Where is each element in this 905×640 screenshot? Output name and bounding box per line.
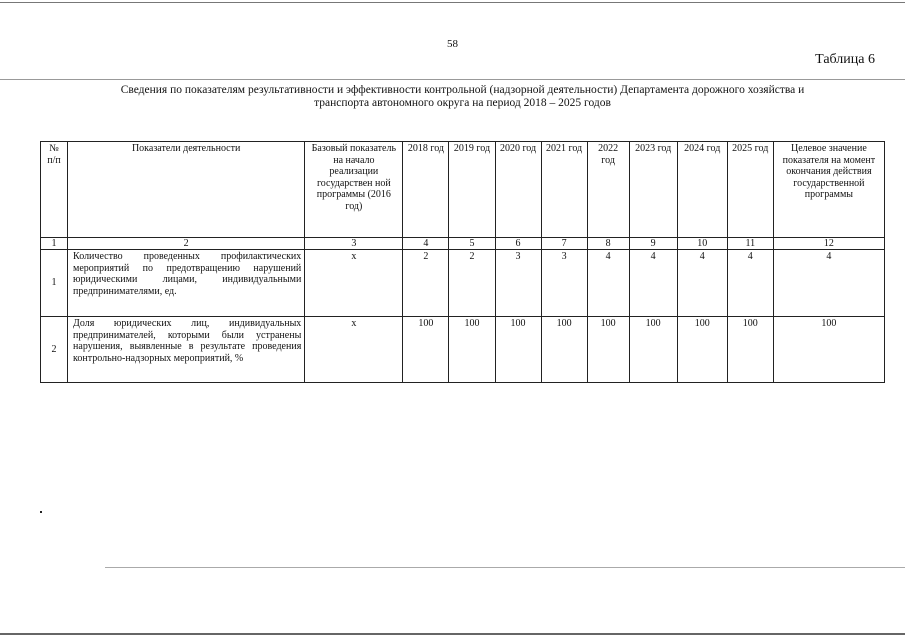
header-year-2022: 2022 год [587,142,629,238]
column-number: 1 [41,238,68,250]
year-value: 4 [587,250,629,317]
year-value: 3 [541,250,587,317]
row-number: 1 [41,250,68,317]
header-row [41,142,885,238]
indicator-name: Количество проведенных профилактических мероприятий по предотвращению нарушений юридическими лицами, индивидуальными предпринимателями, ед. [68,250,305,317]
page-number: 58 [447,38,458,50]
column-number: 2 [68,238,305,250]
header-rule [0,79,905,80]
header-num: № п/п [41,142,68,238]
indicators-table [40,141,885,383]
year-value: 4 [727,250,773,317]
base-value: х [305,250,403,317]
column-number: 9 [629,238,677,250]
header-indicator: Показатели деятельности [68,142,305,238]
row-number: 2 [41,317,68,383]
bottom-scan-edge [0,633,905,635]
column-number: 11 [727,238,773,250]
year-value: 100 [629,317,677,383]
column-number: 8 [587,238,629,250]
year-value: 2 [449,250,495,317]
scan-speck [40,511,42,513]
title-line-2: транспорта автономного округа на период 2018 – 2025 годов [314,97,611,109]
year-value: 4 [629,250,677,317]
target-value: 100 [773,317,884,383]
document-title [40,84,885,110]
year-value: 100 [449,317,495,383]
year-value: 100 [587,317,629,383]
column-number: 7 [541,238,587,250]
column-number: 6 [495,238,541,250]
year-value: 2 [403,250,449,317]
title-line-1: Сведения по показателям результативности и эффективности контрольной (надзорной деятельности) Департамента дорожного хозяйства и [120,84,805,96]
column-numbers-row [41,238,885,250]
year-value: 100 [495,317,541,383]
base-value: х [305,317,403,383]
year-value: 100 [541,317,587,383]
table-row [41,250,885,317]
year-value: 100 [727,317,773,383]
target-value: 4 [773,250,884,317]
column-number: 5 [449,238,495,250]
header-year-2025: 2025 год [727,142,773,238]
top-scan-edge [0,2,905,3]
header-year-2023: 2023 год [629,142,677,238]
year-value: 4 [677,250,727,317]
year-value: 100 [403,317,449,383]
header-year-2020: 2020 год [495,142,541,238]
header-year-2019: 2019 год [449,142,495,238]
bottom-scan-line [105,567,905,568]
column-number: 4 [403,238,449,250]
header-year-2018: 2018 год [403,142,449,238]
header-year-2024: 2024 год [677,142,727,238]
indicator-name: Доля юридических лиц, индивидуальных предпринимателей, которыми были устранены нарушения, выявленные в результате проведения контрольно-надзорных мероприятий, % [68,317,305,383]
table-label: Таблица 6 [815,52,875,67]
year-value: 3 [495,250,541,317]
column-number: 12 [773,238,884,250]
year-value: 100 [677,317,727,383]
header-year-2021: 2021 год [541,142,587,238]
table-row [41,317,885,383]
header-target: Целевое значение показателя на момент окончания действия государственной программы [773,142,884,238]
header-base: Базовый показатель на начало реализации государствен ной программы (2016 год) [305,142,403,238]
column-number: 10 [677,238,727,250]
column-number: 3 [305,238,403,250]
